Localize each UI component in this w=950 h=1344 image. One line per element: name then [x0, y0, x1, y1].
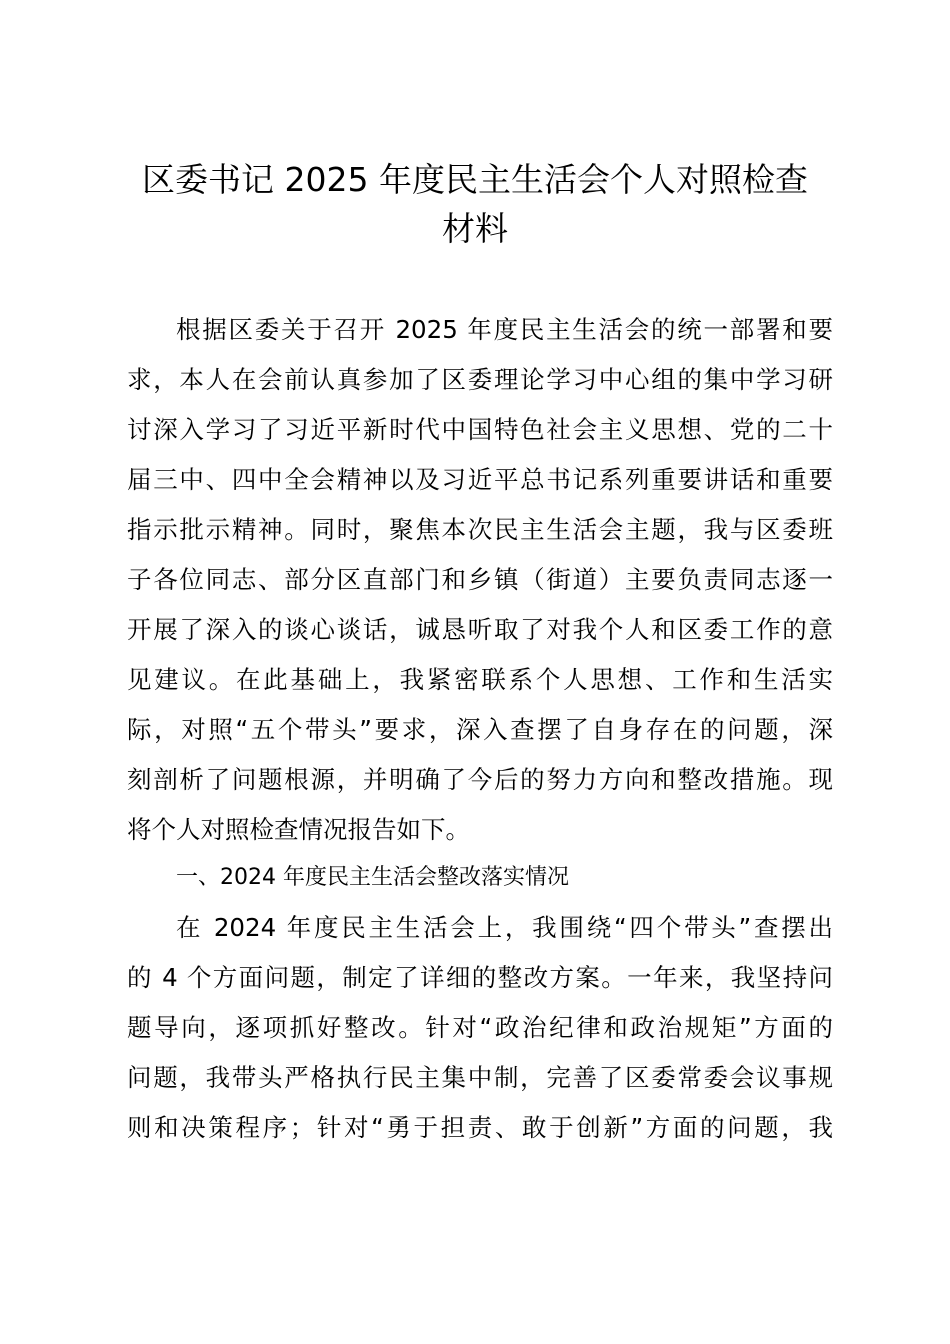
paragraph-1-line: 际，对照“五个带头”要求，深入查摆了自身存在的问题，深	[127, 715, 833, 744]
paragraph-1-line: 指示批示精神。同时，聚焦本次民主生活会主题，我与区委班	[127, 515, 833, 544]
document-title-line-1: 区委书记 2025 年度民主生活会个人对照检查	[142, 160, 808, 199]
paragraph-2-line: 则和决策程序；针对“勇于担责、敢于创新”方面的问题，我	[127, 1113, 833, 1142]
paragraph-1-line: 求，本人在会前认真参加了区委理论学习中心组的集中学习研	[127, 365, 833, 394]
paragraph-1-line: 子各位同志、部分区直部门和乡镇（街道）主要负责同志逐一	[127, 565, 833, 594]
paragraph-1-line: 开展了深入的谈心谈话，诚恳听取了对我个人和区委工作的意	[127, 615, 833, 644]
paragraph-2-line: 问题，我带头严格执行民主集中制，完善了区委常委会议事规	[127, 1063, 833, 1092]
paragraph-1-line: 将个人对照检查情况报告如下。	[127, 815, 470, 844]
paragraph-1-line: 见建议。在此基础上，我紧密联系个人思想、工作和生活实	[127, 665, 833, 694]
paragraph-1-line: 届三中、四中全会精神以及习近平总书记系列重要讲话和重要	[127, 465, 833, 494]
paragraph-1-line: 讨深入学习了习近平新时代中国特色社会主义思想、党的二十	[127, 415, 833, 444]
paragraph-1-line: 根据区委关于召开 2025 年度民主生活会的统一部署和要	[176, 315, 833, 344]
paragraph-2-line: 的 4 个方面问题，制定了详细的整改方案。一年来，我坚持问	[127, 963, 833, 992]
paragraph-1-line: 刻剖析了问题根源，并明确了今后的努力方向和整改措施。现	[127, 765, 833, 794]
paragraph-2-line: 题导向，逐项抓好整改。针对“政治纪律和政治规矩”方面的	[127, 1013, 833, 1042]
section-heading-1: 一、2024 年度民主生活会整改落实情况	[176, 865, 569, 890]
document-title-line-2: 材料	[442, 209, 508, 248]
paragraph-2-line: 在 2024 年度民主生活会上，我围绕“四个带头”查摆出	[176, 913, 833, 942]
